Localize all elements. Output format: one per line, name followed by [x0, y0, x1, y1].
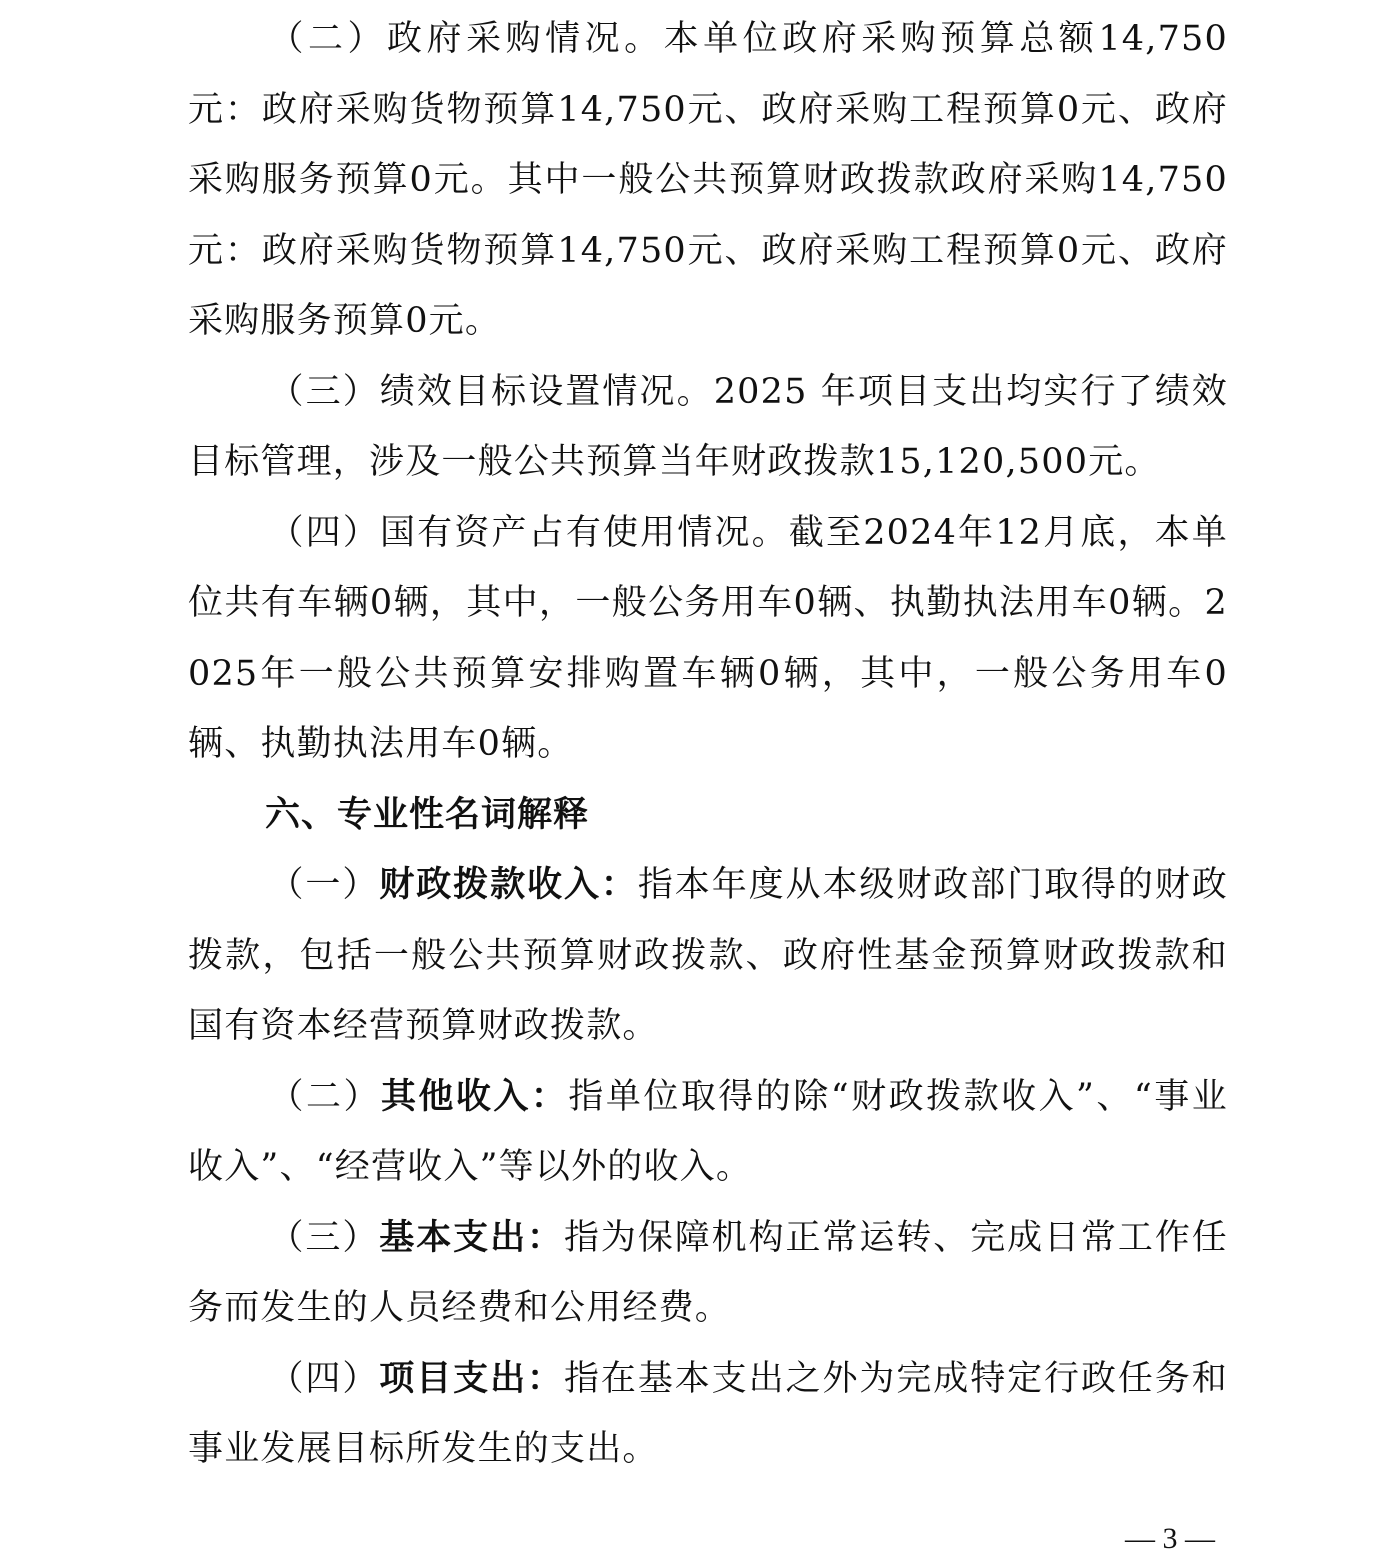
definition-basic-expenditure: [188, 1203, 1228, 1344]
definition-label: （二）: [268, 1076, 381, 1117]
definition-label: （四）: [268, 1358, 380, 1399]
definition-text: 指在基本支出之外为完成特定行政任务和事业发展目标所发生的支出。: [188, 1358, 1228, 1469]
document-body: [188, 4, 1228, 1485]
paragraph-text: 2025 年项目支出均实行了绩效目标管理，涉及一般公共预算当年财政拨款15,120,500元。: [188, 371, 1228, 482]
paragraph-lead: （四）国有资产占有使用情况。: [268, 512, 789, 553]
paragraph-performance-targets: [188, 357, 1228, 498]
definition-term: 财政拨款收入：: [379, 864, 638, 905]
definition-project-expenditure: [188, 1344, 1228, 1485]
paragraph-text: 本单位政府采购预算总额14,750元：政府采购货物预算14,750元、政府采购工程预算0元、政府采购服务预算0元。其中一般公共预算财政拨款政府采购14,750元：政府采购货物预算14,750元、政府采购工程预算0元、政府采购服务预算0元。: [188, 19, 1228, 341]
definition-label: （一）: [268, 865, 380, 905]
page-number: — 3 —: [1125, 1522, 1215, 1555]
definition-term: 其他收入：: [380, 1075, 569, 1117]
definition-text: 指单位取得的除“财政拨款收入”、“事业收入”、“经营收入”等以外的收入。: [188, 1076, 1228, 1187]
section-heading: 六、专业性名词解释: [265, 794, 590, 835]
paragraph-lead: （三）绩效目标设置情况。: [268, 371, 714, 412]
definition-term: 基本支出：: [379, 1216, 564, 1258]
definition-term: 项目支出：: [379, 1357, 564, 1399]
paragraph-state-assets: [188, 498, 1228, 780]
definition-text: 指本年度从本级财政部门取得的财政拨款，包括一般公共预算财政拨款、政府性基金预算财政拨款和国有资本经营预算财政拨款。: [188, 865, 1228, 1046]
paragraph-government-procurement: [188, 4, 1228, 357]
paragraph-text: 截至2024年12月底，本单位共有车辆0辆，其中，一般公务用车0辆、执勤执法用车0辆。2025年一般公共预算安排购置车辆0辆，其中，一般公务用车0辆、执勤执法用车0辆。: [188, 512, 1228, 764]
definition-other-income: [188, 1062, 1228, 1203]
definition-fiscal-appropriation-income: [188, 850, 1228, 1062]
paragraph-lead: （二）政府采购情况。: [268, 19, 664, 59]
definition-text: 指为保障机构正常运转、完成日常工作任务而发生的人员经费和公用经费。: [188, 1217, 1228, 1328]
definition-label: （三）: [268, 1217, 380, 1258]
